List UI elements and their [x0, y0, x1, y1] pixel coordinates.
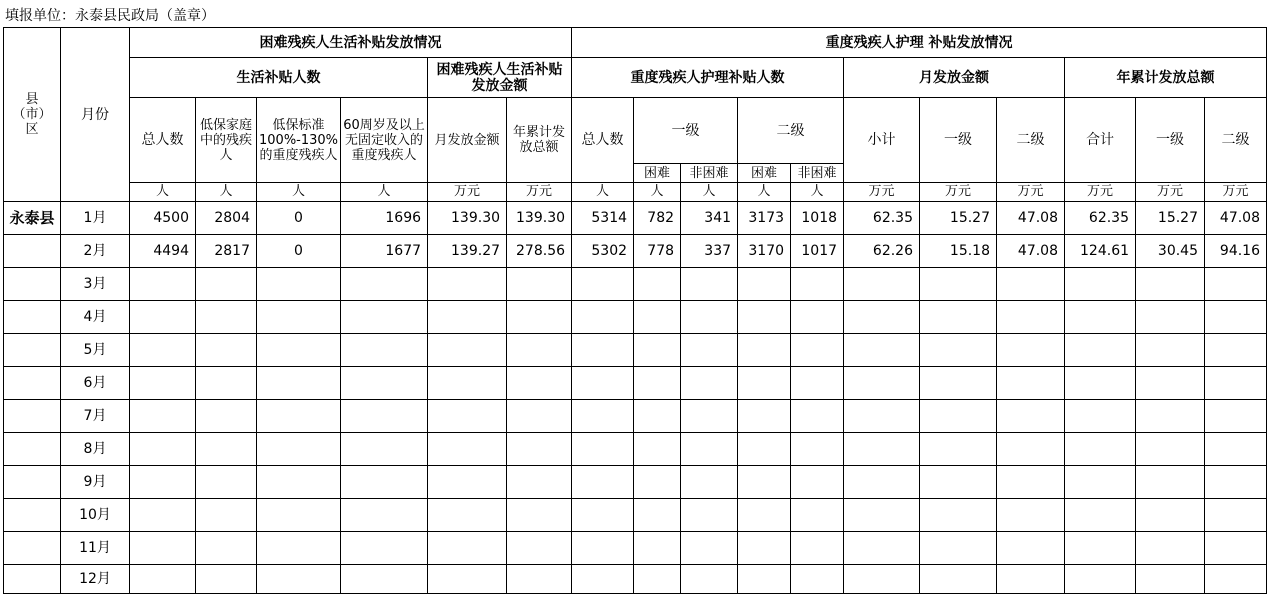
value-cell[interactable]	[507, 334, 572, 367]
month-cell[interactable]: 8月	[61, 433, 130, 466]
value-cell[interactable]	[507, 268, 572, 301]
value-cell[interactable]	[507, 466, 572, 499]
value-cell[interactable]	[196, 499, 257, 532]
header-county: 县 （市） 区	[4, 28, 61, 202]
value-cell[interactable]	[1205, 301, 1267, 334]
value-cell[interactable]	[1136, 301, 1205, 334]
value-cell[interactable]: 5314	[572, 202, 634, 235]
value-cell[interactable]	[791, 499, 844, 532]
value-cell[interactable]: 278.56	[507, 235, 572, 268]
value-cell[interactable]	[196, 301, 257, 334]
value-cell[interactable]	[507, 301, 572, 334]
value-cell[interactable]	[257, 499, 341, 532]
header-a-people: 生活补贴人数	[130, 58, 428, 98]
value-cell[interactable]	[920, 433, 997, 466]
header-b-level2: 二级	[738, 98, 844, 164]
value-cell[interactable]	[681, 499, 738, 532]
unit-cell: 人	[257, 183, 341, 202]
value-cell[interactable]	[681, 565, 738, 594]
value-cell[interactable]	[507, 499, 572, 532]
header-total: 合计	[1065, 98, 1136, 183]
value-cell[interactable]	[196, 433, 257, 466]
value-cell[interactable]	[1205, 400, 1267, 433]
value-cell[interactable]	[1136, 466, 1205, 499]
value-cell[interactable]	[1136, 334, 1205, 367]
value-cell[interactable]	[1205, 367, 1267, 400]
unit-cell: 万元	[507, 183, 572, 202]
value-cell[interactable]	[997, 565, 1065, 594]
header-yearly-level1: 一级	[1136, 98, 1205, 183]
value-cell[interactable]	[428, 532, 507, 565]
value-cell[interactable]	[997, 499, 1065, 532]
value-cell[interactable]	[844, 400, 920, 433]
value-cell[interactable]	[428, 433, 507, 466]
value-cell[interactable]: 62.26	[844, 235, 920, 268]
value-cell[interactable]	[920, 565, 997, 594]
unit-cell: 万元	[1065, 183, 1136, 202]
unit-cell: 人	[130, 183, 196, 202]
header-a-amount: 困难残疾人生活补贴发放金额	[428, 58, 572, 98]
fill-unit-label: 填报单位：永泰县民政局（盖章）	[5, 8, 215, 24]
header-b-total: 总人数	[572, 98, 634, 183]
table-row	[4, 433, 1267, 466]
value-cell[interactable]: 47.08	[997, 235, 1065, 268]
value-cell[interactable]: 782	[634, 202, 681, 235]
value-cell[interactable]	[341, 433, 428, 466]
value-cell[interactable]	[257, 400, 341, 433]
header-monthly-level2: 二级	[997, 98, 1065, 183]
value-cell[interactable]	[1065, 268, 1136, 301]
value-cell[interactable]	[1136, 565, 1205, 594]
value-cell[interactable]	[1065, 433, 1136, 466]
value-cell[interactable]: 15.18	[920, 235, 997, 268]
value-cell[interactable]	[791, 466, 844, 499]
month-cell[interactable]: 9月	[61, 466, 130, 499]
value-cell[interactable]	[572, 433, 634, 466]
header-a-dibao130: 低保标准100%-130%的重度残疾人	[257, 98, 341, 183]
value-cell[interactable]: 778	[634, 235, 681, 268]
value-cell[interactable]	[196, 268, 257, 301]
value-cell[interactable]	[1136, 433, 1205, 466]
value-cell[interactable]	[130, 301, 196, 334]
value-cell[interactable]	[791, 565, 844, 594]
unit-cell: 万元	[1205, 183, 1267, 202]
value-cell[interactable]: 139.27	[428, 235, 507, 268]
table-row	[4, 367, 1267, 400]
value-cell[interactable]	[341, 400, 428, 433]
value-cell[interactable]	[844, 268, 920, 301]
value-cell[interactable]	[572, 400, 634, 433]
value-cell[interactable]	[791, 334, 844, 367]
unit-cell: 人	[791, 183, 844, 202]
value-cell[interactable]	[844, 565, 920, 594]
unit-cell: 人	[196, 183, 257, 202]
header-l1-feikunnan: 非困难	[681, 164, 738, 183]
header-a-total: 总人数	[130, 98, 196, 183]
value-cell[interactable]: 15.27	[920, 202, 997, 235]
value-cell[interactable]	[572, 532, 634, 565]
value-cell[interactable]	[572, 466, 634, 499]
header-l2-feikunnan: 非困难	[791, 164, 844, 183]
header-month: 月份	[61, 28, 130, 202]
value-cell[interactable]	[257, 367, 341, 400]
value-cell[interactable]	[681, 334, 738, 367]
value-cell[interactable]	[844, 334, 920, 367]
unit-cell: 万元	[920, 183, 997, 202]
value-cell[interactable]	[1065, 466, 1136, 499]
table-row	[4, 400, 1267, 433]
value-cell[interactable]	[997, 532, 1065, 565]
value-cell[interactable]	[791, 433, 844, 466]
value-cell[interactable]	[1065, 532, 1136, 565]
value-cell[interactable]: 2817	[196, 235, 257, 268]
value-cell[interactable]	[681, 400, 738, 433]
value-cell[interactable]	[920, 499, 997, 532]
table-row	[4, 202, 1267, 235]
value-cell[interactable]: 47.08	[997, 202, 1065, 235]
value-cell[interactable]: 4500	[130, 202, 196, 235]
value-cell[interactable]	[507, 367, 572, 400]
value-cell[interactable]	[791, 400, 844, 433]
value-cell[interactable]	[196, 466, 257, 499]
value-cell[interactable]	[791, 301, 844, 334]
header-a-60: 60周岁及以上无固定收入的重度残疾人	[341, 98, 428, 183]
value-cell[interactable]	[844, 301, 920, 334]
header-a-dibao: 低保家庭中的残疾人	[196, 98, 257, 183]
value-cell[interactable]	[634, 499, 681, 532]
value-cell[interactable]	[791, 367, 844, 400]
value-cell[interactable]	[791, 268, 844, 301]
value-cell[interactable]	[428, 268, 507, 301]
value-cell[interactable]	[196, 334, 257, 367]
value-cell[interactable]	[341, 466, 428, 499]
value-cell[interactable]	[738, 400, 791, 433]
month-cell[interactable]: 11月	[61, 532, 130, 565]
value-cell[interactable]	[1065, 301, 1136, 334]
value-cell[interactable]: 94.16	[1205, 235, 1267, 268]
unit-cell: 万元	[997, 183, 1065, 202]
table-row	[4, 532, 1267, 565]
value-cell[interactable]: 62.35	[844, 202, 920, 235]
value-cell[interactable]	[257, 466, 341, 499]
value-cell[interactable]	[1136, 268, 1205, 301]
value-cell[interactable]	[920, 334, 997, 367]
county-cell[interactable]	[4, 499, 61, 532]
value-cell[interactable]	[738, 301, 791, 334]
value-cell[interactable]	[1065, 334, 1136, 367]
header-group-b: 重度残疾人护理 补贴发放情况	[572, 28, 1267, 58]
value-cell[interactable]	[130, 565, 196, 594]
value-cell[interactable]	[634, 532, 681, 565]
header-yearly-level2: 二级	[1205, 98, 1267, 183]
value-cell[interactable]	[1136, 367, 1205, 400]
value-cell[interactable]	[341, 301, 428, 334]
month-cell[interactable]: 2月	[61, 235, 130, 268]
value-cell[interactable]	[341, 334, 428, 367]
value-cell[interactable]: 337	[681, 235, 738, 268]
value-cell[interactable]	[997, 466, 1065, 499]
value-cell[interactable]: 2804	[196, 202, 257, 235]
header-a-year-amt: 年累计发放总额	[507, 98, 572, 183]
unit-cell: 人	[634, 183, 681, 202]
county-cell[interactable]	[4, 466, 61, 499]
value-cell[interactable]	[572, 268, 634, 301]
value-cell[interactable]	[572, 334, 634, 367]
value-cell[interactable]	[572, 301, 634, 334]
value-cell[interactable]: 0	[257, 235, 341, 268]
value-cell[interactable]	[130, 367, 196, 400]
footer-signature-row	[0, 596, 1277, 602]
month-cell[interactable]: 7月	[61, 400, 130, 433]
value-cell[interactable]	[257, 268, 341, 301]
value-cell[interactable]	[130, 400, 196, 433]
value-cell[interactable]	[681, 532, 738, 565]
value-cell[interactable]	[507, 532, 572, 565]
unit-cell: 人	[341, 183, 428, 202]
value-cell[interactable]	[681, 268, 738, 301]
header-l1-kunnan: 困难	[634, 164, 681, 183]
value-cell[interactable]	[428, 301, 507, 334]
value-cell[interactable]	[1205, 499, 1267, 532]
value-cell[interactable]	[920, 301, 997, 334]
value-cell[interactable]	[196, 367, 257, 400]
value-cell[interactable]	[634, 268, 681, 301]
value-cell[interactable]	[997, 433, 1065, 466]
value-cell[interactable]: 3173	[738, 202, 791, 235]
header-b-monthly: 月发放金额	[844, 58, 1065, 98]
table-row	[4, 301, 1267, 334]
value-cell[interactable]	[572, 565, 634, 594]
value-cell[interactable]	[428, 367, 507, 400]
value-cell[interactable]: 341	[681, 202, 738, 235]
header-group-a: 困难残疾人生活补贴发放情况	[130, 28, 572, 58]
value-cell[interactable]	[997, 334, 1065, 367]
value-cell[interactable]	[507, 565, 572, 594]
unit-cell: 万元	[428, 183, 507, 202]
value-cell[interactable]	[1205, 268, 1267, 301]
month-cell[interactable]: 5月	[61, 334, 130, 367]
value-cell[interactable]	[1205, 532, 1267, 565]
value-cell[interactable]	[196, 400, 257, 433]
header-b-level1: 一级	[634, 98, 738, 164]
value-cell[interactable]	[634, 565, 681, 594]
county-cell[interactable]	[4, 400, 61, 433]
header-a-month-amt: 月发放金额	[428, 98, 507, 183]
value-cell[interactable]	[681, 433, 738, 466]
county-cell[interactable]	[4, 433, 61, 466]
value-cell[interactable]	[738, 532, 791, 565]
value-cell[interactable]	[428, 565, 507, 594]
value-cell[interactable]	[1136, 400, 1205, 433]
county-cell[interactable]	[4, 301, 61, 334]
value-cell[interactable]	[634, 400, 681, 433]
value-cell[interactable]: 62.35	[1065, 202, 1136, 235]
value-cell[interactable]	[1205, 334, 1267, 367]
value-cell[interactable]	[572, 499, 634, 532]
value-cell[interactable]	[634, 466, 681, 499]
value-cell[interactable]	[920, 532, 997, 565]
table-row	[4, 268, 1267, 301]
value-cell[interactable]: 15.27	[1136, 202, 1205, 235]
value-cell[interactable]: 1017	[791, 235, 844, 268]
value-cell[interactable]	[196, 532, 257, 565]
value-cell[interactable]	[1065, 400, 1136, 433]
value-cell[interactable]	[738, 466, 791, 499]
value-cell[interactable]	[634, 433, 681, 466]
value-cell[interactable]	[1205, 565, 1267, 594]
value-cell[interactable]	[844, 433, 920, 466]
value-cell[interactable]	[428, 499, 507, 532]
value-cell[interactable]	[844, 367, 920, 400]
header-l2-kunnan: 困难	[738, 164, 791, 183]
header-b-yearly: 年累计发放总额	[1065, 58, 1267, 98]
table-row	[4, 334, 1267, 367]
value-cell[interactable]	[920, 268, 997, 301]
county-cell[interactable]: 永泰县	[4, 202, 61, 235]
unit-cell: 人	[681, 183, 738, 202]
unit-cell: 万元	[844, 183, 920, 202]
value-cell[interactable]	[196, 565, 257, 594]
value-cell[interactable]	[507, 433, 572, 466]
value-cell[interactable]	[341, 268, 428, 301]
value-cell[interactable]	[997, 268, 1065, 301]
value-cell[interactable]	[341, 367, 428, 400]
table-row	[4, 499, 1267, 532]
value-cell[interactable]	[257, 334, 341, 367]
county-cell[interactable]	[4, 565, 61, 594]
value-cell[interactable]	[572, 367, 634, 400]
value-cell[interactable]	[738, 565, 791, 594]
month-cell[interactable]: 1月	[61, 202, 130, 235]
value-cell[interactable]	[920, 400, 997, 433]
month-cell[interactable]: 6月	[61, 367, 130, 400]
value-cell[interactable]: 3170	[738, 235, 791, 268]
value-cell[interactable]: 1696	[341, 202, 428, 235]
month-cell[interactable]: 3月	[61, 268, 130, 301]
value-cell[interactable]	[791, 532, 844, 565]
value-cell[interactable]	[257, 301, 341, 334]
unit-cell: 万元	[1136, 183, 1205, 202]
value-cell[interactable]	[257, 565, 341, 594]
value-cell[interactable]	[1065, 565, 1136, 594]
value-cell[interactable]	[507, 400, 572, 433]
value-cell[interactable]	[634, 334, 681, 367]
value-cell[interactable]	[997, 400, 1065, 433]
value-cell[interactable]	[130, 466, 196, 499]
month-cell[interactable]: 12月	[61, 565, 130, 594]
value-cell[interactable]: 124.61	[1065, 235, 1136, 268]
value-cell[interactable]	[634, 367, 681, 400]
value-cell[interactable]	[1205, 433, 1267, 466]
value-cell[interactable]	[738, 499, 791, 532]
value-cell[interactable]	[738, 433, 791, 466]
value-cell[interactable]	[844, 532, 920, 565]
header-b-people: 重度残疾人护理补贴人数	[572, 58, 844, 98]
value-cell[interactable]: 139.30	[507, 202, 572, 235]
value-cell[interactable]	[681, 367, 738, 400]
county-cell[interactable]	[4, 532, 61, 565]
value-cell[interactable]	[1205, 466, 1267, 499]
value-cell[interactable]	[920, 367, 997, 400]
value-cell[interactable]	[428, 466, 507, 499]
value-cell[interactable]	[634, 301, 681, 334]
county-cell[interactable]	[4, 268, 61, 301]
value-cell[interactable]	[681, 301, 738, 334]
value-cell[interactable]	[130, 334, 196, 367]
value-cell[interactable]: 30.45	[1136, 235, 1205, 268]
value-cell[interactable]	[1065, 499, 1136, 532]
header-monthly-level1: 一级	[920, 98, 997, 183]
value-cell[interactable]	[1136, 499, 1205, 532]
value-cell[interactable]	[428, 334, 507, 367]
value-cell[interactable]	[738, 334, 791, 367]
value-cell[interactable]	[130, 433, 196, 466]
value-cell[interactable]	[1136, 532, 1205, 565]
value-cell[interactable]: 1677	[341, 235, 428, 268]
value-cell[interactable]	[920, 466, 997, 499]
table-row	[4, 235, 1267, 268]
value-cell[interactable]	[738, 268, 791, 301]
value-cell[interactable]	[130, 499, 196, 532]
county-cell[interactable]	[4, 334, 61, 367]
value-cell[interactable]	[341, 499, 428, 532]
value-cell[interactable]	[130, 532, 196, 565]
county-cell[interactable]	[4, 235, 61, 268]
county-cell[interactable]	[4, 367, 61, 400]
value-cell[interactable]: 4494	[130, 235, 196, 268]
value-cell[interactable]	[1065, 367, 1136, 400]
value-cell[interactable]	[130, 268, 196, 301]
value-cell[interactable]: 1018	[791, 202, 844, 235]
value-cell[interactable]	[341, 532, 428, 565]
value-cell[interactable]	[997, 301, 1065, 334]
unit-cell: 人	[572, 183, 634, 202]
value-cell[interactable]	[844, 499, 920, 532]
value-cell[interactable]	[681, 466, 738, 499]
value-cell[interactable]	[997, 367, 1065, 400]
month-cell[interactable]: 4月	[61, 301, 130, 334]
value-cell[interactable]: 139.30	[428, 202, 507, 235]
month-cell[interactable]: 10月	[61, 499, 130, 532]
value-cell[interactable]: 5302	[572, 235, 634, 268]
value-cell[interactable]	[844, 466, 920, 499]
table-row	[4, 565, 1267, 594]
subsidy-table	[3, 27, 1267, 594]
value-cell[interactable]	[257, 532, 341, 565]
value-cell[interactable]	[341, 565, 428, 594]
value-cell[interactable]	[738, 367, 791, 400]
header-subtotal: 小计	[844, 98, 920, 183]
value-cell[interactable]	[257, 433, 341, 466]
value-cell[interactable]: 47.08	[1205, 202, 1267, 235]
value-cell[interactable]: 0	[257, 202, 341, 235]
table-row	[4, 466, 1267, 499]
unit-cell: 人	[738, 183, 791, 202]
value-cell[interactable]	[428, 400, 507, 433]
